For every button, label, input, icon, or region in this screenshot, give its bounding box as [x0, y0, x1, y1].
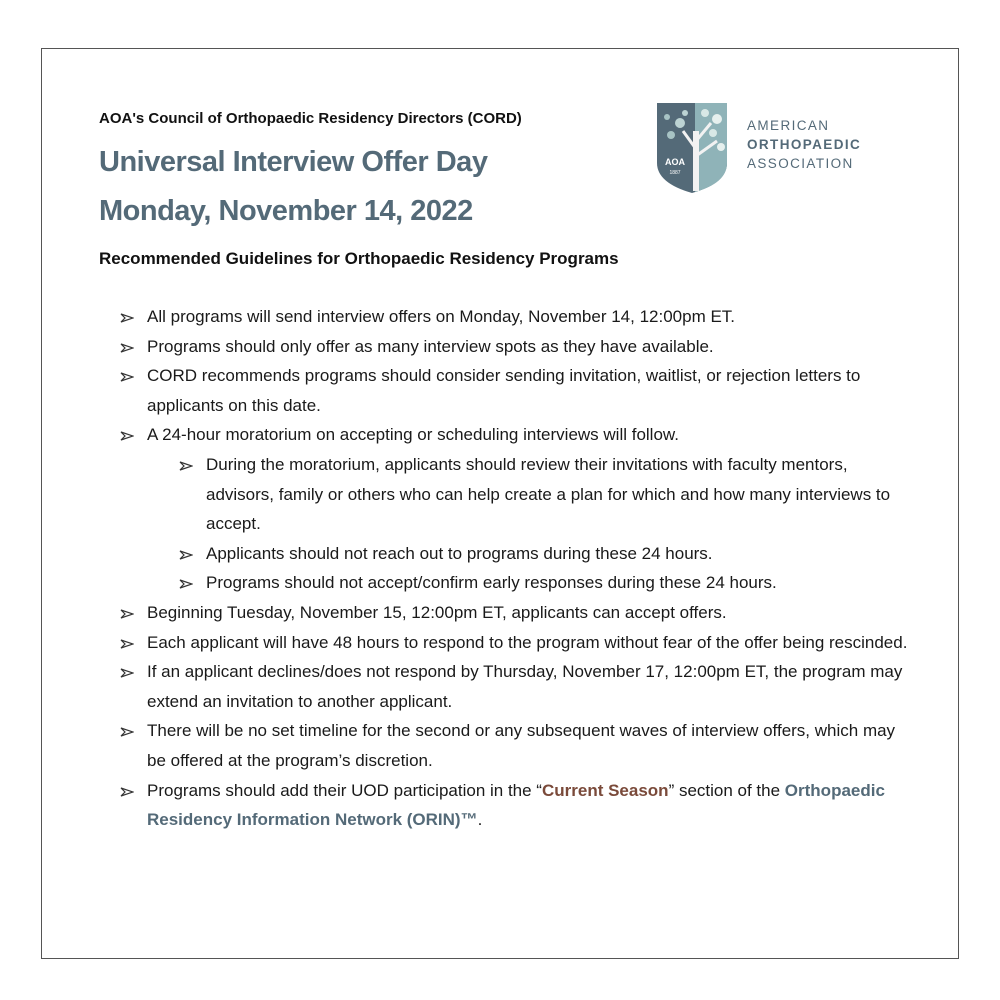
guideline-text: Each applicant will have 48 hours to respond to the program without fear of the offer being rescinded. [147, 632, 908, 652]
arrowhead-bullet-icon [179, 461, 193, 471]
page-title: Universal Interview Offer Day [99, 146, 488, 178]
logo-line-association: ASSOCIATION [747, 156, 854, 171]
final-text-suffix: . [477, 810, 483, 830]
guidelines-list [118, 302, 908, 835]
list-item [118, 628, 908, 658]
logo-badge-year: 1887 [669, 170, 681, 176]
current-season-highlight: Current Season [541, 780, 669, 800]
arrowhead-bullet-icon [120, 609, 134, 619]
logo-wordmark [747, 116, 861, 173]
guideline-text: Beginning Tuesday, November 15, 12:00pm ET, applicants can accept offers. [147, 602, 727, 622]
list-item [118, 716, 908, 775]
final-text-middle: ” section of the [668, 780, 785, 800]
arrowhead-bullet-icon [120, 343, 134, 353]
aoa-logo [655, 101, 895, 197]
guideline-text: There will be no set timeline for the second or any subsequent waves of interview offers, which may be offered at the program’s discretion. [147, 721, 896, 770]
logo-badge: AOA [665, 157, 685, 167]
list-item [118, 598, 908, 628]
guideline-text: A 24-hour moratorium on accepting or scheduling interviews will follow. [147, 425, 679, 445]
tree-shield-icon [655, 101, 729, 195]
section-subtitle: Recommended Guidelines for Orthopaedic Residency Programs [99, 249, 619, 268]
arrowhead-bullet-icon [179, 550, 193, 560]
sub-list-item [177, 450, 908, 539]
arrowhead-bullet-icon [120, 787, 134, 797]
sub-list-item [177, 568, 908, 598]
list-item [118, 332, 908, 362]
guideline-text: All programs will send interview offers on Monday, November 14, 12:00pm ET. [147, 307, 736, 326]
sub-guideline-text: Programs should not accept/confirm early responses during these 24 hours. [206, 573, 777, 593]
guideline-text: If an applicant declines/does not respond by Thursday, November 17, 12:00pm ET, the program may extend an invitation to another applicant. [147, 662, 903, 711]
moratorium-sublist [147, 450, 908, 598]
sub-guideline-text: Applicants should not reach out to programs during these 24 hours. [206, 543, 713, 563]
arrowhead-bullet-icon [120, 372, 134, 382]
sub-list-item [177, 539, 908, 569]
list-item [118, 302, 908, 332]
event-date: Monday, November 14, 2022 [99, 195, 473, 227]
guideline-text: Programs should only offer as many interview spots as they have available. [147, 336, 714, 356]
arrowhead-bullet-icon [179, 579, 193, 589]
arrowhead-bullet-icon [120, 313, 134, 323]
final-text-prefix: Programs should add their UOD participation in the “ [147, 780, 542, 800]
list-item [118, 776, 908, 835]
arrowhead-bullet-icon [120, 668, 134, 678]
guideline-text: CORD recommends programs should consider sending invitation, waitlist, or rejection letters to applicants on this date. [147, 366, 861, 415]
arrowhead-bullet-icon [120, 727, 134, 737]
logo-line-orthopaedic: ORTHOPAEDIC [747, 137, 862, 152]
orin-link[interactable]: Orthopaedic Residency Information Network (ORIN)™ [147, 780, 885, 830]
list-item [118, 657, 908, 716]
arrowhead-bullet-icon [120, 639, 134, 649]
list-item [118, 361, 908, 420]
arrowhead-bullet-icon [120, 431, 134, 441]
sub-guideline-text: During the moratorium, applicants should review their invitations with faculty mentors, advisors, family or others who can help create a plan for which and how many interviews to accept. [206, 454, 891, 534]
logo-line-american: AMERICAN [747, 118, 830, 133]
list-item [118, 420, 908, 598]
org-name: AOA's Council of Orthopaedic Residency Directors (CORD) [99, 110, 522, 127]
